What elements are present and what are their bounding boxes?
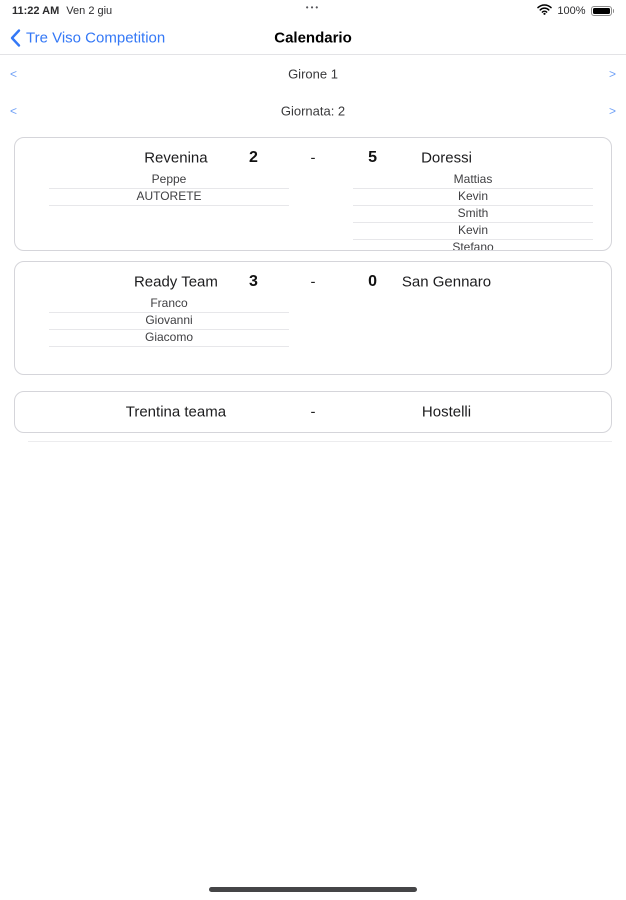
scorer-name: Peppe	[49, 172, 289, 189]
nav-bar	[0, 22, 626, 55]
home-score: 3	[248, 273, 258, 290]
scorer-name: Smith	[353, 206, 593, 223]
back-button-label: Tre Viso Competition	[26, 29, 166, 47]
score-separator: -	[310, 149, 316, 167]
scorer-name: AUTORETE	[49, 189, 289, 206]
home-team-name: Ready Team	[133, 273, 218, 291]
girone-selector-row	[0, 55, 626, 92]
status-date: Ven 2 giu	[66, 5, 113, 17]
scorer-name: Giovanni	[49, 313, 289, 330]
home-score: 2	[248, 149, 258, 166]
chevron-left-icon[interactable]: <	[10, 103, 18, 118]
match-card[interactable]	[14, 261, 612, 375]
scorer-name: Kevin	[353, 223, 593, 240]
chevron-left-icon[interactable]: <	[10, 66, 18, 81]
match-card[interactable]	[14, 137, 612, 251]
scorer-name: Giacomo	[49, 330, 289, 347]
home-indicator[interactable]	[209, 887, 417, 892]
scorer-name: Franco	[49, 296, 289, 313]
away-team-name: Hostelli	[421, 403, 472, 421]
match-header	[15, 392, 611, 432]
match-list	[0, 137, 626, 433]
back-button[interactable]	[10, 29, 165, 48]
battery-icon	[591, 6, 615, 17]
giornata-selector-row	[0, 92, 626, 129]
multitask-dots-icon[interactable]: •••	[305, 3, 321, 12]
scorer-name: Stefano	[353, 240, 593, 251]
chevron-right-icon[interactable]: >	[608, 66, 616, 81]
away-team-name: San Gennaro	[401, 273, 492, 291]
list-separator	[28, 441, 612, 442]
status-time-date	[12, 5, 112, 17]
scorer-name: Kevin	[353, 189, 593, 206]
away-scorers-list	[353, 172, 593, 251]
chevron-right-icon[interactable]: >	[608, 103, 616, 118]
status-indicators	[537, 4, 614, 18]
away-score: 5	[368, 149, 378, 166]
home-team-name: Revenina	[144, 149, 208, 167]
home-scorers-list	[49, 296, 289, 347]
scorer-name: Mattias	[353, 172, 593, 189]
page-title: Calendario	[274, 29, 352, 47]
battery-percent: 100%	[557, 5, 586, 17]
home-scorers-list	[49, 172, 289, 206]
wifi-icon	[537, 4, 552, 18]
away-team-name: Doressi	[421, 149, 472, 167]
status-time: 11:22 AM	[12, 5, 60, 17]
home-team-name: Trentina teama	[125, 403, 227, 421]
match-card[interactable]	[14, 391, 612, 433]
away-score: 0	[368, 273, 378, 290]
giornata-label: Giornata: 2	[280, 103, 346, 118]
girone-label: Girone 1	[288, 66, 338, 81]
back-chevron-icon	[10, 29, 21, 48]
score-separator: -	[310, 273, 316, 291]
status-bar	[0, 0, 626, 22]
score-separator: -	[310, 403, 316, 421]
